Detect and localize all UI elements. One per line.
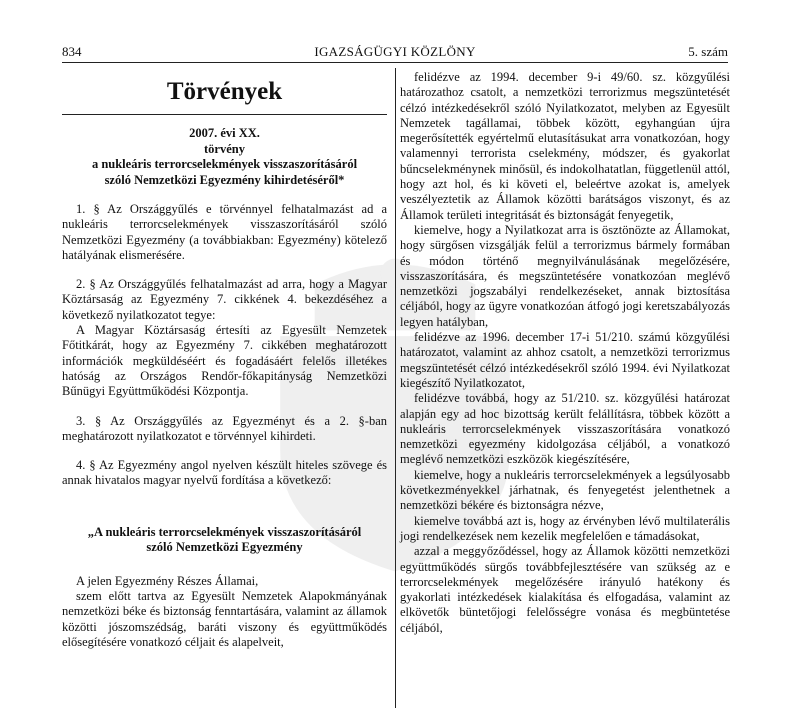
preamble-clause: felidézve az 1996. december 17-i 51/210. számú közgyűlési határozatot, valamint az ahhoz csatolt, a nemzetközi terrorizmus megszüntetését célzó intézkedésekről szóló 1994. évi Nyilatkozat kiegészítő Nyilatkozatot, [400,330,730,390]
convention-title-line-1: „A nukleáris terrorcselekmények visszaszorításáról [87,524,362,539]
page-header [62,44,728,64]
section-2: 2. § Az Országgyűlés felhatalmazást ad arra, hogy a Magyar Köztársaság az Egyezmény 7. cikkének 4. bekezdéséhez a következő nyilatkozatot tegye: [62,277,387,322]
left-column [62,70,387,650]
preamble-clause: kiemelve továbbá azt is, hogy az érvényben lévő multilaterális jogi rendelkezések nem kezelik megfelelően e támadásokat, [400,513,730,543]
issue-number: 5. szám [688,44,728,59]
preamble-clause: azzal a meggyőződéssel, hogy az Államok közötti nemzetközi együttműködés sürgős továbbfejlesztésére van szükség az e terrorcselekmények megelőzésére irányuló hatékony és gyakorlati intézkedések kialakítása és elfogadása, valamint az elkövetők büntetőjogi felelősségre vonása és megbüntetése céljából, [400,544,730,635]
journal-title: IGAZSÁGÜGYI KÖZLÖNY [314,44,476,59]
section-title: Törvények [62,78,387,115]
column-divider [395,68,396,708]
law-type: törvény [204,141,245,156]
preamble-clause: felidézve továbbá, hogy az 51/210. sz. közgyűlési határozat alapján egy ad hoc bizottság került felállításra, többek között a nukleáris terrorcselekmények visszaszorítására vonatkozó nemzetközi egyezmény kidolgozása céljából, a vonatkozó meglévő nemzetközi eszközök kiegészítésére, [400,391,730,467]
convention-title-line-2: szóló Nemzetközi Egyezmény [146,540,303,555]
preamble-clause: felidézve az 1994. december 9-i 49/60. sz. közgyűlési határozathoz csatolt, a nemzetközi terrorizmus megszüntetését célzó intézkedésekről szóló Nyilatkozatot, melyben az Egyesült Nemzetek tagállamai, többek között, egyhangúan újra megerősítették egyértelmű elutasításukat arra vonatkozóan, hogy valamennyi terrorista cselekmény, módszer, és gyakorlat bűncselekménynek minősül, és indokolhatatlan, függetlenül attól, hogy azt hol, és ki követi el, beleértve azokat is, amelyek veszélyeztetik az Államok közötti barátságos viszonyt, és az Államok területi integritását és biztonságát fenyegetik, [400,70,730,222]
law-title-line-2: szóló Nemzetközi Egyezmény kihirdetéséről* [104,172,345,187]
preamble-clause: szem előtt tartva az Egyesült Nemzetek Alapokmányának nemzetközi béke és biztonság fenntartására, valamint az államok közötti jószomszédság, baráti viszony és együttműködés elősegítésére vonatkozó céljait és alapelveit, [62,589,387,649]
preamble-clause: kiemelve, hogy a nukleáris terrorcselekmények a legsúlyosabb következményekkel járhatnak, és fenyegetést jelenthetnek a nemzetközi békére és biztonságra nézve, [400,467,730,513]
page-number: 834 [62,44,82,59]
preamble-opening: A jelen Egyezmény Részes Államai, [76,573,259,588]
law-heading [62,126,387,188]
header-rule [62,62,728,63]
convention-title [62,525,387,556]
declaration-text: A Magyar Köztársaság értesíti az Egyesült Nemzetek Főtitkárát, hogy az Egyezmény 7. cikkében meghatározott információk megküldéséért és fogadásáért felelős illetékes hatóság az Országos Rendőr-főkapitányság Nemzetközi Bűnügyi Együttműködési Központja. [62,323,387,399]
section-4: 4. § Az Egyezmény angol nyelven készült hiteles szövege és annak hivatalos magyar nyelvű fordítása a következő: [62,458,387,488]
law-number: 2007. évi XX. [189,126,260,140]
section-3: 3. § Az Országgyűlés az Egyezményt és a 2. §-ban meghatározott nyilatkozatot e törvénnyel kihirdeti. [62,413,387,443]
law-title-line-1: a nukleáris terrorcselekmények visszaszorításáról [91,157,358,171]
section-1: 1. § Az Országgyűlés e törvénnyel felhatalmazást ad a nukleáris terrorcselekmények visszaszorításáról szóló Nemzetközi Egyezmény (a továbbiakban: Egyezmény) kötelező hatályának elismerésére. [62,202,387,262]
right-column [400,70,730,636]
preamble-clause: kiemelve, hogy a Nyilatkozat arra is ösztönözte az Államokat, hogy sürgősen vizsgálják felül a terrorizmus bármely formában és módon történő megnyilvánulásának megelőzésére, visszaszorítására, és megszüntetésére vonatkozóan meglévő nemzetközi jogszabályi rendelkezéseket, annak biztosítása céljából, hogy az ügyre vonatkozóan átfogó jogi keretszabályozás legyen hatályban, [400,222,730,329]
